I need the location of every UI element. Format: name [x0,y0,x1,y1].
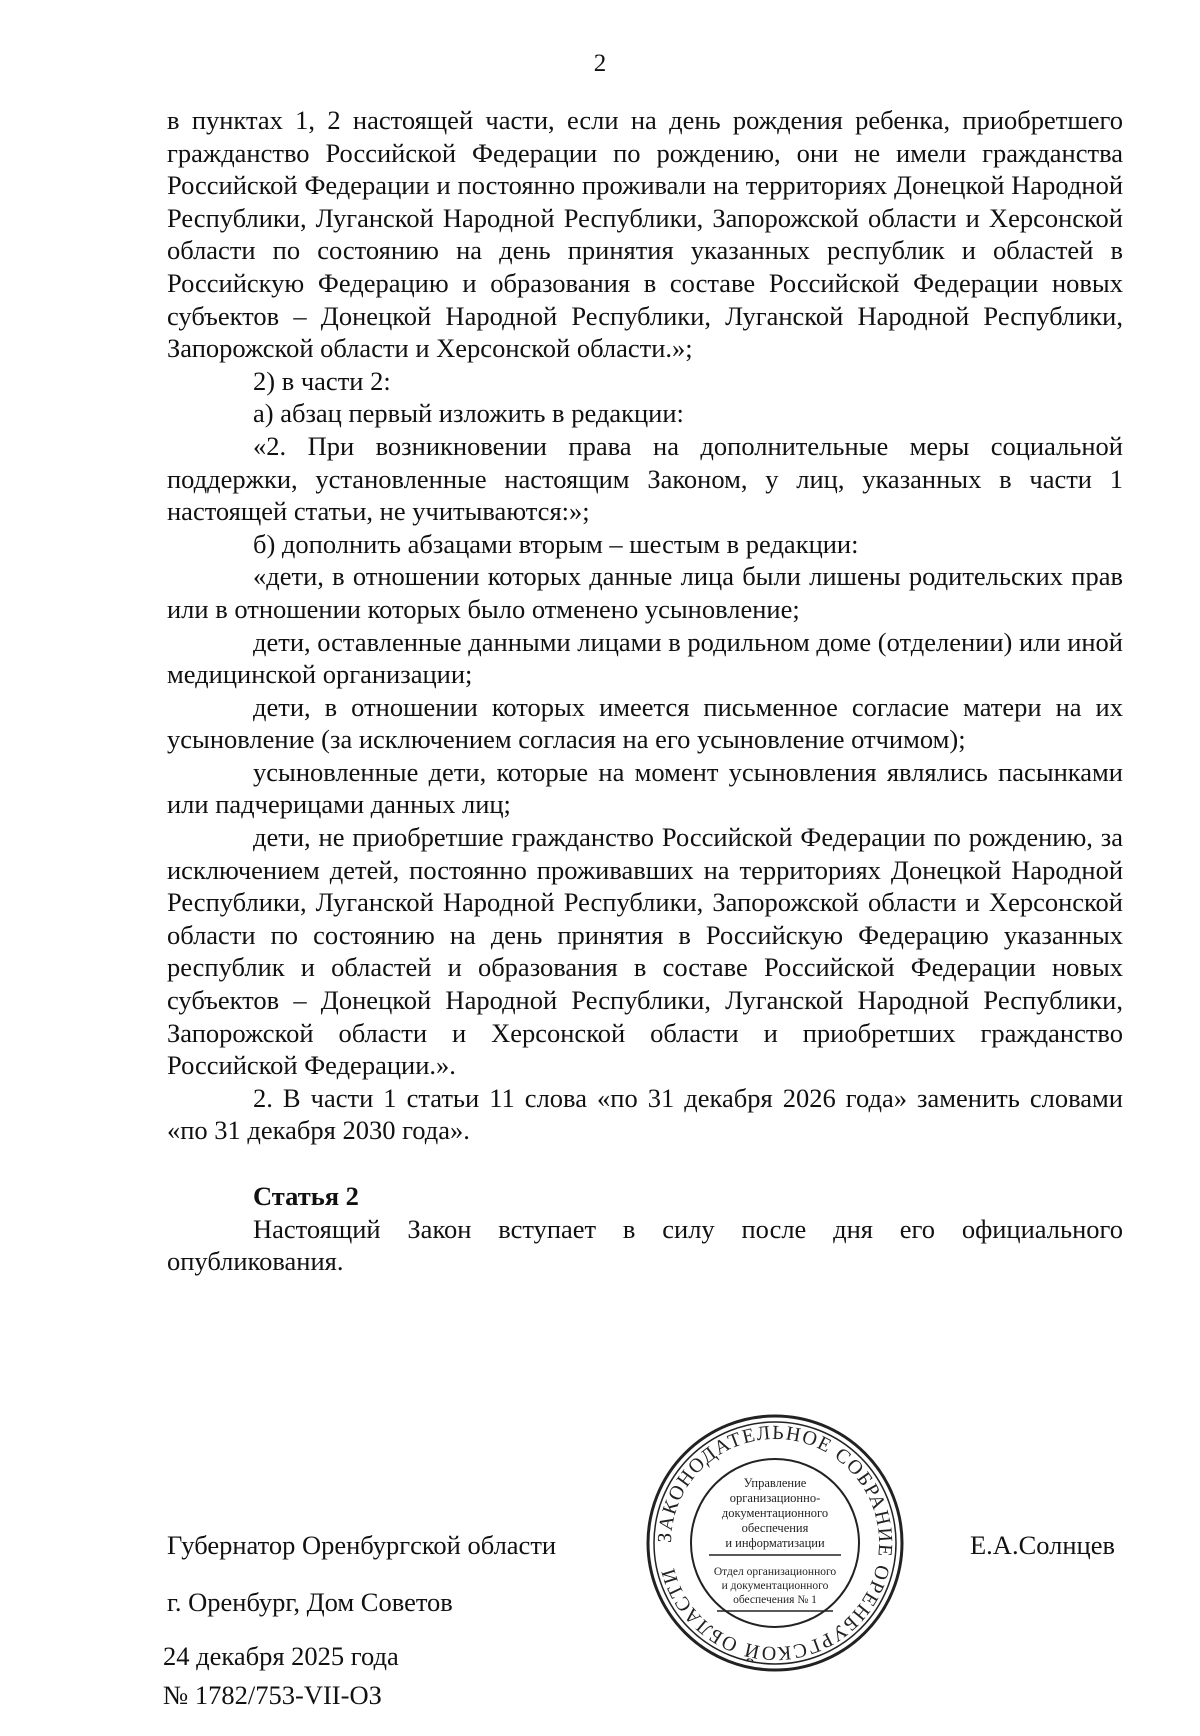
law-number: № 1782/753-VII-ОЗ [163,1680,382,1710]
document-body [167,104,1123,1278]
paragraph-continuation: в пунктах 1, 2 настоящей части, если на день рождения ребенка, приобретшего гражданство Российской Федерации по рождению, они не имели гражданства Российской Федерации и постоянно проживали на территориях Донецкой Народной Республики, Луганской Народной Республики, Запорожской области и Херсонской области по состоянию на день принятия указанных республик и областей в Российскую Федерацию и образования в составе Российской Федерации новых субъектов – Донецкой Народной Республики, Луганской Народной Республики, Запорожской области и Херсонской области.»; [167,105,1123,364]
stamp-line: организационно- [729,1491,821,1505]
signature-date: 24 декабря 2025 года [163,1641,399,1671]
stamp-line: обеспечения [741,1521,809,1535]
paragraph-subitem-a: а) абзац первый изложить в редакции: [253,398,684,429]
paragraph-list-item: «дети, в отношении которых данные лица были лишены родительских прав или в отношении которых было отменено усыновление; [167,561,1123,624]
paragraph-list-item: дети, оставленные данными лицами в родильном доме (отделении) или иной медицинской организации; [167,626,1123,690]
stamp-line: и документационного [721,1580,829,1592]
signature-place: г. Оренбург, Дом Советов [167,1587,453,1617]
stamp-line: обеспечения № 1 [733,1594,817,1606]
paragraph-item-2-article-11: 2. В части 1 статьи 11 слова «по 31 декабря 2026 года» заменить словами «по 31 декабря 2030 года». [167,1082,1123,1146]
stamp-line: и информатизации [725,1536,825,1550]
paragraph-list-item: дети, в отношении которых имеется письменное согласие матери на их усыновление (за исключением согласия на его усыновление отчимом); [167,691,1123,755]
paragraph-quote-2: «2. При возникновении права на дополнительные меры социальной поддержки, установленные настоящим Законом, у лиц, указанных в части 1 настоящей статьи, не учитываются:»; [167,430,1123,527]
stamp-ring-text: ЗАКОНОДАТЕЛЬНОЕ СОБРАНИЕ ОРЕНБУРГСКОЙ ОБЛАСТИ [653,1421,897,1665]
signatory-name: Е.А.Солнцев [970,1530,1116,1560]
stamp-icon [645,1413,905,1673]
article-2-heading: Статья 2 [253,1181,359,1211]
stamp-line: Отдел организационного [713,1566,837,1578]
paragraph-subitem-b: б) дополнить абзацами вторым – шестым в редакции: [253,528,859,559]
paragraph-list-item: усыновленные дети, которые на момент усыновления являлись пасынками или падчерицами данных лиц; [167,756,1123,820]
page-number: 2 [593,50,607,77]
official-stamp [645,1413,905,1673]
paragraph-list-item: дети, не приобретшие гражданство Российской Федерации по рождению, за исключением детей, постоянно проживавших на территориях Донецкой Народной Республики, Луганской Народной Республики, Запорожской области и Херсонской области по состоянию на день принятия в Российскую Федерацию указанных республик и областей и образования в составе Российской Федерации новых субъектов – Донецкой Народной Республики, Луганской Народной Республики, Запорожской области и Херсонской области и приобретших гражданство Российской Федерации.». [167,822,1123,1081]
article-2-text: Настоящий Закон вступает в силу после дня его официального опубликования. [167,1213,1123,1277]
stamp-line: документационного [721,1506,829,1520]
signature-title: Губернатор Оренбургской области [167,1530,557,1560]
paragraph-item-2: 2) в части 2: [253,365,391,396]
stamp-line: Управление [743,1476,807,1490]
